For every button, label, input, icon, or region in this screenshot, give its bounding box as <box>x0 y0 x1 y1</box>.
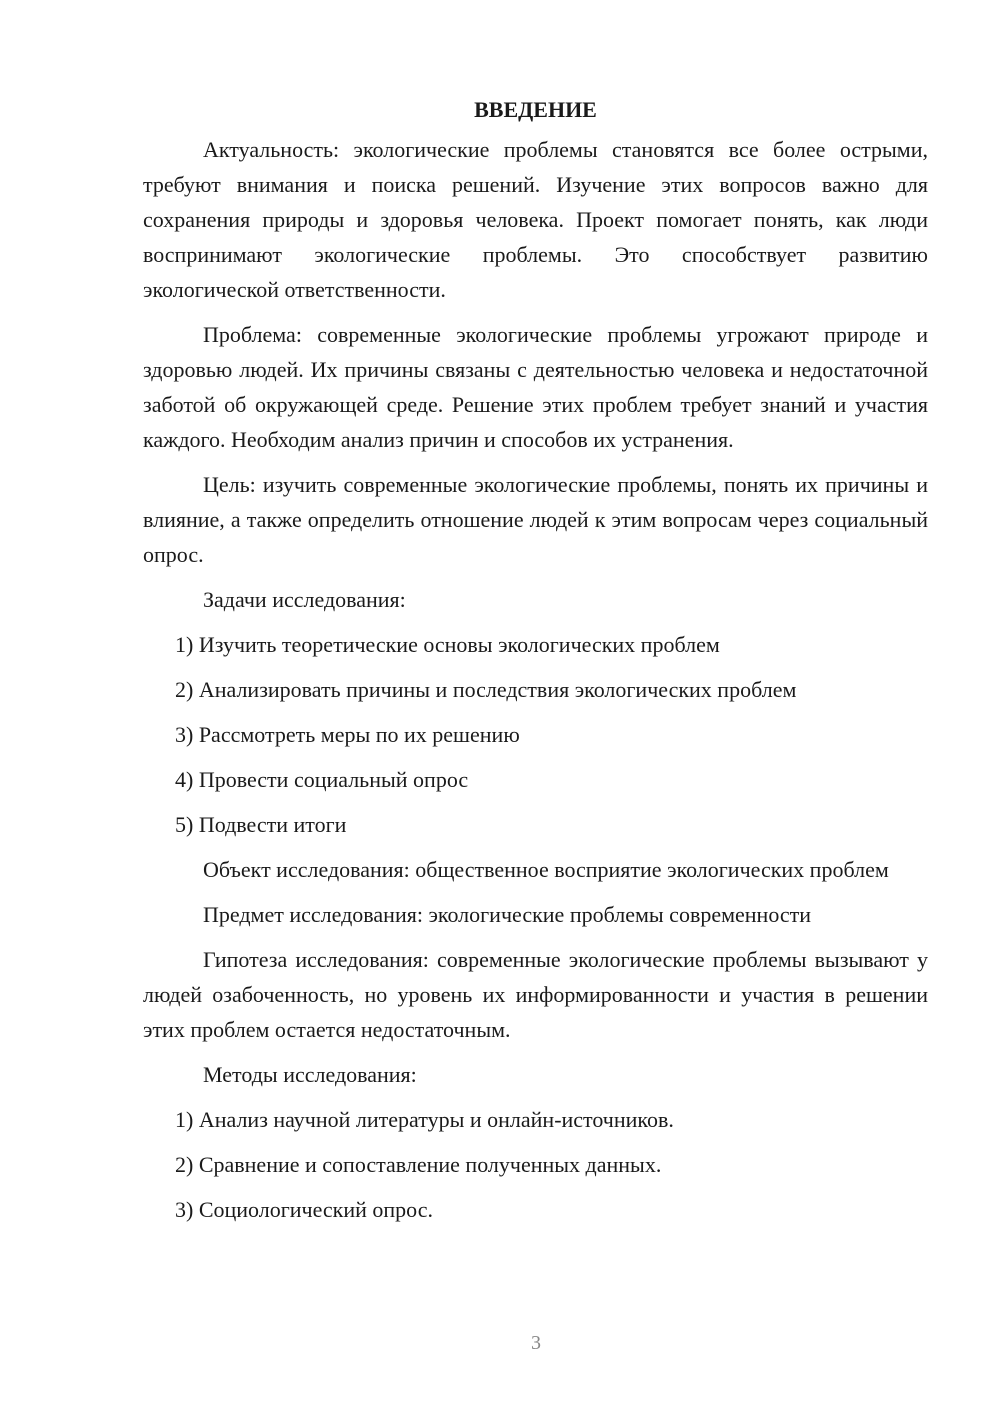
task-item: 3) Рассмотреть меры по их решению <box>175 722 520 747</box>
methods-label: Методы исследования: <box>203 1062 417 1087</box>
hypothesis-paragraph: Гипотеза исследования: современные экологические проблемы вызывают у людей озабоченность, но уровень их информированности и участия в решении этих проблем остается недостаточным. <box>143 947 928 1042</box>
task-item: 1) Изучить теоретические основы экологических проблем <box>175 632 720 657</box>
method-item: 1) Анализ научной литературы и онлайн-источников. <box>175 1107 674 1132</box>
object-paragraph: Объект исследования: общественное восприятие экологических проблем <box>203 857 889 882</box>
goal-paragraph: Цель: изучить современные экологические проблемы, понять их причины и влияние, а также определить отношение людей к этим вопросам через социальный опрос. <box>143 472 928 567</box>
page-number: 3 <box>531 1332 541 1354</box>
task-item: 5) Подвести итоги <box>175 812 347 837</box>
task-item: 4) Провести социальный опрос <box>175 767 469 792</box>
tasks-label: Задачи исследования: <box>203 587 406 612</box>
task-item: 2) Анализировать причины и последствия экологических проблем <box>175 677 797 702</box>
method-item: 2) Сравнение и сопоставление полученных данных. <box>175 1152 662 1177</box>
relevance-paragraph: Актуальность: экологические проблемы становятся все более острыми, требуют внимания и поиска решений. Изучение этих вопросов важно для сохранения природы и здоровья человека. Проект помогает понять, как люди воспринимают экологические проблемы. Это способствует развитию экологической ответственности. <box>143 137 928 302</box>
section-title: ВВЕДЕНИЕ <box>474 97 597 122</box>
problem-paragraph: Проблема: современные экологические проблемы угрожают природе и здоровью людей. Их причины связаны с деятельностью человека и недостаточной заботой об окружающей среде. Решение этих проблем требует знаний и участия каждого. Необходим анализ причин и способов их устранения. <box>143 322 928 452</box>
method-item: 3) Социологический опрос. <box>175 1197 433 1222</box>
subject-paragraph: Предмет исследования: экологические проблемы современности <box>203 902 812 927</box>
